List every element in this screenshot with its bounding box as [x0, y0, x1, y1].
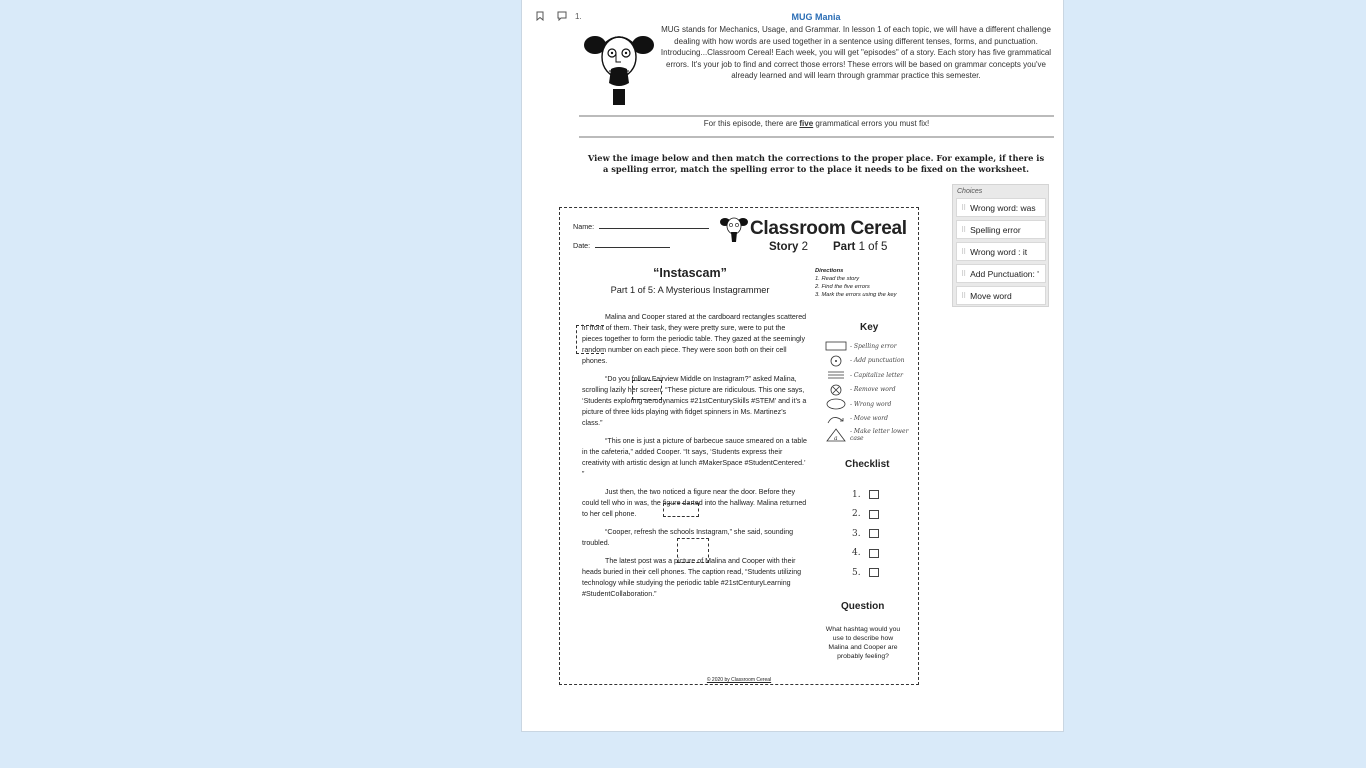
instructions: View the image below and then match the corrections to the proper place. For example, if there is a spelling error, match the spelling error to the place it needs to be fixed on the worksheet. [587, 153, 1045, 174]
choice-item[interactable] [956, 286, 1046, 305]
story-paragraph: Malina and Cooper stared at the cardboard rectangles scattered in front of them. Their task, they were pretty sure, were to put the pieces together to form the periodic table. They gazed at the seemingly random number on each piece. They were soon both on their cell phones. [582, 313, 807, 365]
choice-item[interactable] [956, 198, 1046, 217]
checkbox [869, 510, 879, 519]
error-line-text-end: grammatical errors you must fix! [815, 119, 930, 128]
checklist-item [852, 485, 879, 505]
drag-handle-icon[interactable]: ⠿ [961, 292, 967, 300]
key-title: Key [860, 322, 879, 333]
triple-line-icon [825, 369, 847, 381]
triangle-icon [825, 428, 847, 442]
checklist-number: 3. [852, 528, 861, 539]
story-paragraph: Just then, the two noticed a figure near the door. Before they could tell who in was, the figure darted into the hallway. Malina returned to her cell phone. [582, 488, 807, 518]
checkbox [869, 529, 879, 538]
copyright: © 2020 by Classroom Cereal [706, 677, 772, 683]
svg-text:a: a [834, 435, 838, 442]
checklist-number: 5. [852, 567, 861, 578]
checklist-number: 4. [852, 548, 861, 559]
story-value: 2 [801, 241, 809, 253]
checklist-number: 1. [852, 489, 861, 500]
drag-handle-icon[interactable]: ⠿ [961, 248, 967, 256]
checklist-title: Checklist [845, 459, 890, 470]
drag-handle-icon[interactable]: ⠿ [961, 270, 967, 278]
divider-top [579, 115, 1054, 117]
key-item [825, 412, 915, 427]
key-label: - Spelling error [850, 342, 897, 350]
key-item [825, 426, 915, 444]
mug-title: MUG Mania [791, 12, 841, 22]
choice-label: Add Punctuation: ' [970, 268, 1039, 279]
error-count-line [579, 119, 1054, 128]
error-line-text: For this episode, there are [703, 119, 798, 128]
mug-description: MUG stands for Mechanics, Usage, and Grammar. In lesson 1 of each topic, we will have a different challenge dealing with how words are used together in a sentence using different tenses, forms, and punctuation. Introducing...Classroom Cereal! Each week, you will get "episodes" of a story. Each story has five grammatical errors. It's your job to find and correct those errors! These errors will be based on grammar concepts you've already learned and will learn through grammar practice this semester. [660, 25, 1052, 80]
circle-dot-icon [825, 355, 847, 367]
choice-item[interactable] [956, 242, 1046, 261]
key-item [825, 368, 915, 383]
checklist [852, 485, 879, 583]
drop-target[interactable] [576, 325, 604, 354]
directions [815, 267, 897, 299]
story-paragraph: “Do you follow Fairview Middle on Instagram?” asked Malina, scrolling lazily her screen. “These picture are ridiculous. This one says, ‘Students exploring aerodynamics #21stCenturySkills #STEM’ and it’s a picture of three kids playing with fidget spinners in Ms. Martinez’s class.” [582, 375, 807, 427]
checkbox [869, 549, 879, 558]
part-value: 1 of 5 [858, 241, 888, 253]
divider-bottom [579, 136, 1054, 138]
story-title: “Instascam” [653, 266, 727, 280]
part-number [833, 241, 887, 253]
story-number [769, 241, 808, 253]
checklist-item [852, 524, 879, 544]
story-subtitle: Part 1 of 5: A Mysterious Instagrammer [610, 285, 770, 295]
choice-item[interactable] [956, 264, 1046, 283]
key-item [825, 339, 915, 354]
drop-target[interactable] [632, 380, 662, 400]
date-label: Date: [573, 241, 591, 250]
checkbox [869, 490, 879, 499]
brand-title: Classroom Cereal [750, 218, 907, 239]
story-paragraph: The latest post was a picture of Malina and Cooper with their heads buried in their cell phones. The caption read, “Students utilizing technology while studying the periodic table #21stCenturyLearning #StudentCollaboration.” [582, 557, 802, 598]
key-item [825, 354, 915, 369]
choices-panel [952, 184, 1049, 307]
story-paragraph: “This one is just a picture of barbecue sauce smeared on a table in the cafeteria,” added Cooper. “It says, ‘Students express their creativity with artistic design at lunch #MakerSpace #StudentCentered.’ ” [582, 437, 807, 478]
move-arrow-icon [825, 413, 847, 425]
question-toolbar [535, 10, 582, 22]
checklist-number: 2. [852, 509, 861, 520]
checklist-item [852, 563, 879, 583]
rectangle-icon [825, 341, 847, 351]
story-paragraph: “Cooper, refresh the schools Instagram,” she said, sounding troubled. [582, 528, 794, 547]
key-label: - Wrong word [850, 400, 892, 408]
date-field [573, 241, 670, 250]
comment-icon[interactable] [557, 10, 567, 22]
drop-target[interactable] [663, 503, 699, 517]
key-label: - Move word [850, 415, 888, 423]
cereal-mascot-icon [720, 214, 748, 244]
drop-target[interactable] [677, 538, 709, 563]
choices-header: Choices [957, 188, 983, 195]
checklist-item [852, 544, 879, 564]
error-count: five [799, 119, 814, 128]
question-number: 1. [575, 11, 582, 21]
bookmark-icon[interactable] [535, 10, 545, 22]
question-title: Question [841, 601, 885, 612]
choice-label: Move word [970, 290, 1012, 301]
direction-item: 2. Find the five errors [815, 284, 870, 290]
direction-item: 3. Mark the errors using the key [815, 292, 897, 298]
key-list [825, 339, 915, 444]
key-item [825, 397, 915, 412]
part-label: Part [833, 241, 856, 253]
oval-icon [825, 398, 847, 410]
direction-item: 1. Read the story [815, 276, 860, 282]
remove-circle-icon [825, 384, 847, 396]
key-item [825, 383, 915, 398]
choice-item[interactable] [956, 220, 1046, 239]
directions-title: Directions [815, 268, 844, 274]
checkbox [869, 568, 879, 577]
checklist-item [852, 505, 879, 525]
worksheet-image [559, 207, 919, 685]
drag-handle-icon[interactable]: ⠿ [961, 204, 967, 212]
drag-handle-icon[interactable]: ⠿ [961, 226, 967, 234]
choice-label: Wrong word : it [970, 246, 1028, 257]
story-label: Story [769, 241, 799, 253]
choice-label: Spelling error [970, 224, 1021, 235]
question-text: What hashtag would you use to describe how Malina and Cooper are probably feeling? [825, 626, 901, 660]
key-label: - Remove word [850, 386, 896, 394]
mascot-illustration [583, 27, 655, 109]
key-label: - Add punctuation [850, 357, 905, 365]
name-label: Name: [573, 222, 595, 231]
choice-label: Wrong word: was [970, 202, 1036, 213]
name-field [573, 222, 709, 231]
key-label: - Make letter lower case [850, 428, 909, 442]
key-label: - Capitalize letter [850, 371, 904, 379]
